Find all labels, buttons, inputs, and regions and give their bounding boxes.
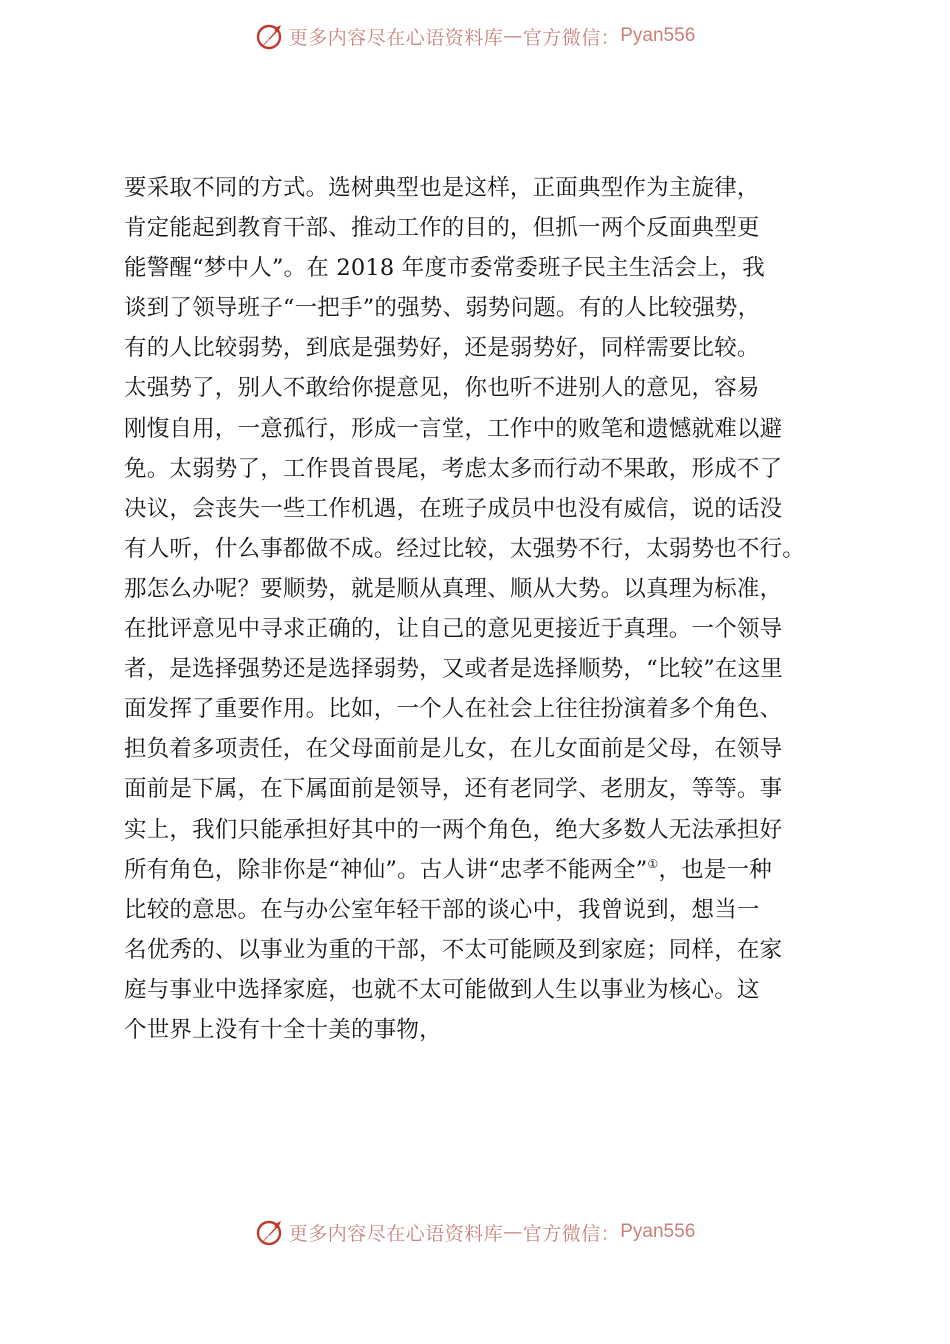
footnote-line-before: 所有角色，除非你是“神仙”。古人讲“忠孝不能两全”	[124, 856, 648, 883]
body-line: 面发挥了重要作用。比如，一个人在社会上往往扮演着多个角色、	[124, 696, 783, 723]
body-line-with-footnote	[124, 850, 844, 890]
footer-banner	[0, 1212, 950, 1252]
body-line: 谈到了领导班子“一把手”的强势、弱势问题。有的人比较强势，	[124, 295, 761, 322]
body-line: 有的人比较弱势，到底是强势好，还是弱势好，同样需要比较。	[124, 335, 760, 362]
header-brand-text: 更多内容尽在心语资料库	[288, 26, 504, 49]
quill-pen-logo-icon	[255, 21, 285, 51]
body-line: 比较的意思。在与办公室年轻干部的谈心中，我曾说到，想当一	[124, 896, 760, 923]
body-line: 能警醒“梦中人”。在 2018 年度市委常委班子民主生活会上，我	[124, 255, 765, 282]
body-line: 有人听，什么事都做不成。经过比较，太强势不行，太弱势也不行。	[124, 535, 806, 562]
footer-wechat-label: 官方微信：	[522, 1222, 621, 1245]
body-line: 面前是下属，在下属面前是领导，还有老同学、老朋友，等等。事	[124, 776, 783, 803]
body-line: 庭与事业中选择家庭，也就不太可能做到人生以事业为核心。这	[124, 976, 760, 1003]
body-line: 实上，我们只能承担好其中的一两个角色，绝大多数人无法承担好	[124, 816, 783, 843]
footer-wechat-id: Pyan556	[620, 1221, 696, 1242]
body-line: 个世界上没有十全十美的事物，	[124, 1016, 442, 1043]
quill-pen-logo-icon	[255, 1217, 285, 1247]
header-wechat-label: 官方微信：	[522, 26, 621, 49]
body-line: 刚愎自用，一意孤行，形成一言堂，工作中的败笔和遗憾就难以避	[124, 415, 783, 442]
body-line: 者，是选择强势还是选择弱势，又或者是选择顺势，“比较”在这里	[124, 656, 784, 683]
footer-brand-text: 更多内容尽在心语资料库	[288, 1222, 504, 1245]
document-body	[124, 168, 844, 1050]
body-line: 要采取不同的方式。选树典型也是这样，正面典型作为主旋律，	[124, 175, 760, 201]
body-line: 太强势了，别人不敢给你提意见，你也听不进别人的意见，容易	[124, 375, 760, 402]
footnote-mark[interactable]: ①	[647, 856, 659, 871]
body-line: 在批评意见中寻求正确的，让自己的意见更接近于真理。一个领导	[124, 616, 783, 643]
footer-separator: —	[503, 1221, 523, 1243]
body-line: 免。太弱势了，工作畏首畏尾，考虑太多而行动不果敢，形成不了	[124, 455, 783, 482]
header-banner	[0, 16, 950, 56]
header-wechat-id: Pyan556	[620, 25, 696, 46]
header-separator: —	[503, 25, 523, 47]
body-line: 决议，会丧失一些工作机遇，在班子成员中也没有威信，说的话没	[124, 495, 783, 522]
body-line: 那怎么办呢？要顺势，就是顺从真理、顺从大势。以真理为标准，	[124, 575, 783, 602]
body-line: 名优秀的、以事业为重的干部，不太可能顾及到家庭；同样，在家	[124, 936, 783, 963]
body-line: 肯定能起到教育干部、推动工作的目的，但抓一两个反面典型更	[124, 215, 760, 242]
footnote-line-after: ，也是一种	[658, 856, 772, 883]
body-line: 担负着多项责任，在父母面前是儿女，在儿女面前是父母，在领导	[124, 736, 783, 763]
